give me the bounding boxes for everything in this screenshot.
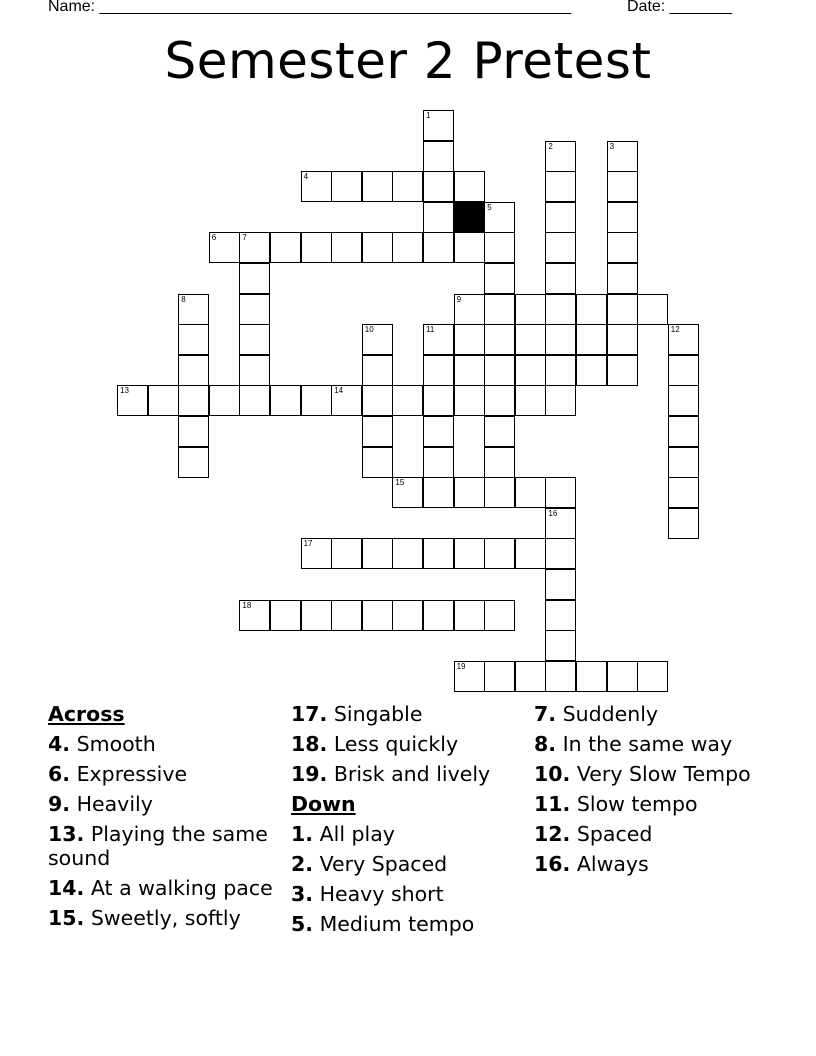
grid-cell[interactable] [392, 477, 423, 508]
clue-down-12: 12. Spaced [534, 822, 653, 846]
grid-cell[interactable] [239, 232, 270, 263]
grid-cell[interactable] [331, 600, 362, 631]
grid-cell[interactable] [607, 232, 638, 263]
grid-cell[interactable] [423, 232, 454, 263]
grid-cell[interactable] [484, 477, 515, 508]
grid-cell[interactable] [545, 294, 576, 325]
grid-cell[interactable] [178, 385, 209, 416]
grid-cell[interactable] [454, 385, 485, 416]
grid-cell[interactable] [178, 324, 209, 355]
clue-number: 1 [426, 111, 431, 120]
clue-column-2 [291, 702, 523, 942]
clue-across-15: 15. Sweetly, softly [48, 906, 241, 930]
clue-number: 16 [548, 508, 558, 518]
clue-number: 19 [456, 661, 466, 671]
grid-cell[interactable] [301, 171, 332, 202]
grid-cell[interactable] [362, 171, 393, 202]
grid-cell[interactable] [301, 232, 332, 263]
grid-cell[interactable] [545, 477, 576, 508]
clue-down-3: 3. Heavy short [291, 882, 444, 906]
date-field[interactable]: Date: _______ [627, 0, 732, 15]
grid-cell[interactable] [668, 385, 699, 416]
grid-cell[interactable] [484, 447, 515, 478]
grid-cell[interactable] [301, 538, 332, 569]
grid-cell[interactable] [668, 355, 699, 386]
grid-cell[interactable] [331, 538, 362, 569]
grid-cell[interactable] [362, 447, 393, 478]
grid-cell[interactable] [239, 355, 270, 386]
grid-cell[interactable] [239, 385, 270, 416]
clue-number: 12 [670, 325, 680, 335]
grid-cell[interactable] [454, 355, 485, 386]
grid-cell[interactable] [454, 171, 485, 202]
grid-cell[interactable] [607, 355, 638, 386]
grid-cell[interactable] [117, 385, 148, 416]
clue-column-3 [534, 702, 766, 882]
clue-number: 11 [426, 325, 435, 335]
grid-cell[interactable] [454, 294, 485, 325]
clue-down-5: 5. Medium tempo [291, 912, 475, 936]
grid-cell[interactable] [484, 416, 515, 447]
clue-number: 9 [456, 294, 462, 304]
grid-cell[interactable] [239, 263, 270, 294]
grid-cell[interactable] [178, 447, 209, 478]
grid-cell[interactable] [545, 385, 576, 416]
grid-cell[interactable] [423, 110, 454, 141]
grid-cell[interactable] [515, 661, 546, 692]
name-field[interactable]: Name: _____________________________________________________ [48, 0, 572, 15]
clue-down-2: 2. Very Spaced [291, 852, 448, 876]
clue-across-17: 17. Singable [291, 702, 423, 726]
grid-cell[interactable] [545, 355, 576, 386]
grid-cell[interactable] [607, 661, 638, 692]
grid-cell[interactable] [484, 232, 515, 263]
grid-cell[interactable] [270, 232, 301, 263]
clue-number: 4 [303, 172, 309, 182]
grid-cell[interactable] [607, 324, 638, 355]
clue-down-16: 16. Always [534, 852, 649, 876]
grid-cell[interactable] [515, 324, 546, 355]
grid-cell[interactable] [545, 141, 576, 172]
grid-cell[interactable] [454, 477, 485, 508]
page-title: Semester 2 Pretest [164, 32, 652, 90]
grid-cell[interactable] [484, 202, 515, 233]
grid-cell[interactable] [545, 600, 576, 631]
grid-cell[interactable] [454, 232, 485, 263]
grid-cell[interactable] [301, 385, 332, 416]
clue-number: 17 [303, 539, 313, 549]
clue-across-9: 9. Heavily [48, 792, 153, 816]
grid-cell[interactable] [515, 385, 546, 416]
grid-cell[interactable] [392, 600, 423, 631]
grid-cell[interactable] [484, 385, 515, 416]
grid-cell[interactable] [576, 294, 607, 325]
grid-cell[interactable] [545, 202, 576, 233]
clue-number: 14 [334, 386, 344, 396]
grid-cell[interactable] [148, 385, 179, 416]
grid-cell[interactable] [668, 324, 699, 355]
grid-cell[interactable] [484, 324, 515, 355]
grid-cell[interactable] [576, 324, 607, 355]
clue-number: 18 [242, 600, 252, 610]
grid-cell[interactable] [331, 171, 362, 202]
grid-cell[interactable] [515, 477, 546, 508]
grid-cell[interactable] [239, 294, 270, 325]
grid-cell[interactable] [423, 447, 454, 478]
grid-cell[interactable] [607, 263, 638, 294]
clue-number: 5 [487, 202, 492, 212]
grid-cell[interactable] [423, 141, 454, 172]
grid-cell[interactable] [423, 385, 454, 416]
clue-number: 10 [364, 325, 374, 335]
grid-cell[interactable] [515, 294, 546, 325]
clue-number: 7 [242, 233, 247, 243]
grid-cell[interactable] [668, 447, 699, 478]
clue-column-1 [48, 702, 280, 936]
grid-cell[interactable] [423, 477, 454, 508]
grid-cell[interactable] [423, 600, 454, 631]
grid-cell[interactable] [545, 171, 576, 202]
grid-cell[interactable] [545, 661, 576, 692]
grid-cell[interactable] [545, 630, 576, 661]
grid-cell[interactable] [423, 538, 454, 569]
grid-cell[interactable] [270, 385, 301, 416]
clue-down-10: 10. Very Slow Tempo [534, 762, 751, 786]
clue-number: 3 [609, 141, 615, 151]
clue-across-4: 4. Smooth [48, 732, 156, 756]
grid-cell[interactable] [331, 232, 362, 263]
grid-cell[interactable] [362, 416, 393, 447]
clue-number: 13 [120, 386, 129, 396]
grid-cell[interactable] [423, 355, 454, 386]
grid-cell[interactable] [362, 232, 393, 263]
grid-cell[interactable] [362, 538, 393, 569]
grid-cell[interactable] [484, 600, 515, 631]
grid-cell[interactable] [607, 294, 638, 325]
clue-number: 2 [548, 141, 553, 151]
grid-cell[interactable] [576, 355, 607, 386]
grid-cell[interactable] [270, 600, 301, 631]
grid-cell[interactable] [637, 294, 668, 325]
grid-cell[interactable] [301, 600, 332, 631]
grid-cell[interactable] [545, 569, 576, 600]
grid-cell[interactable] [607, 141, 638, 172]
grid-cell[interactable] [362, 600, 393, 631]
clue-number: 6 [211, 233, 217, 243]
grid-cell[interactable] [637, 661, 668, 692]
grid-cell[interactable] [423, 202, 454, 233]
grid-cell[interactable] [484, 294, 515, 325]
clue-across-18: 18. Less quickly [291, 732, 459, 756]
grid-cell[interactable] [515, 355, 546, 386]
clue-number: 8 [181, 294, 186, 304]
grid-cell[interactable] [178, 416, 209, 447]
clue-down-7: 7. Suddenly [534, 702, 659, 726]
grid-cell[interactable] [239, 324, 270, 355]
grid-cell[interactable] [515, 538, 546, 569]
clue-across-19: 19. Brisk and lively [291, 762, 491, 786]
grid-cell[interactable] [576, 661, 607, 692]
grid-cell[interactable] [362, 324, 393, 355]
grid-cell[interactable] [545, 324, 576, 355]
grid-cell[interactable] [209, 232, 240, 263]
clue-across-6: 6. Expressive [48, 762, 188, 786]
grid-cell[interactable] [454, 538, 485, 569]
grid-cell[interactable] [392, 232, 423, 263]
clue-down-11: 11. Slow tempo [534, 792, 698, 816]
grid-cell[interactable] [454, 324, 485, 355]
clue-across-14: 14. At a walking pace [48, 876, 273, 900]
grid-cell[interactable] [545, 538, 576, 569]
grid-cell[interactable] [392, 385, 423, 416]
clue-down-8: 8. In the same way [534, 732, 733, 756]
grid-cell[interactable] [423, 416, 454, 447]
grid-cell[interactable] [545, 263, 576, 294]
grid-cell[interactable] [209, 385, 240, 416]
clue-across-13: 13. Playing the same sound [48, 822, 268, 870]
grid-cell[interactable] [423, 324, 454, 355]
grid-cell[interactable] [484, 355, 515, 386]
grid-cell[interactable] [545, 508, 576, 539]
grid-cell[interactable] [392, 171, 423, 202]
grid-cell[interactable] [178, 355, 209, 386]
grid-cell[interactable] [454, 600, 485, 631]
grid-cell[interactable] [362, 355, 393, 386]
grid-cell[interactable] [178, 294, 209, 325]
grid-cell[interactable] [668, 416, 699, 447]
clue-number: 15 [395, 478, 405, 488]
grid-cell[interactable] [484, 538, 515, 569]
grid-cell[interactable] [484, 263, 515, 294]
clue-down-1: 1. All play [291, 822, 395, 846]
grid-block [454, 202, 485, 233]
down-heading: Down [291, 792, 356, 816]
grid-cell[interactable] [668, 477, 699, 508]
grid-cell[interactable] [362, 385, 393, 416]
grid-cell[interactable] [607, 202, 638, 233]
grid-cell[interactable] [392, 538, 423, 569]
grid-cell[interactable] [668, 508, 699, 539]
grid-cell[interactable] [423, 171, 454, 202]
grid-cell[interactable] [454, 661, 485, 692]
grid-cell[interactable] [607, 171, 638, 202]
grid-cell[interactable] [545, 232, 576, 263]
grid-cell[interactable] [331, 385, 362, 416]
grid-cell[interactable] [484, 661, 515, 692]
grid-cell[interactable] [239, 600, 270, 631]
across-heading: Across [48, 702, 125, 726]
